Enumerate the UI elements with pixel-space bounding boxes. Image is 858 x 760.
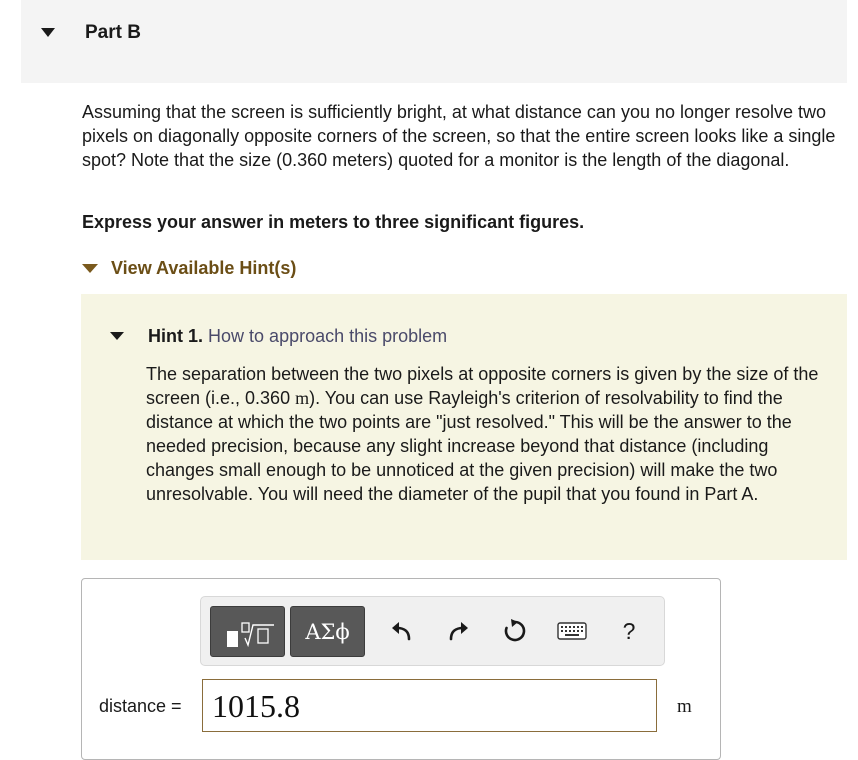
answer-label: distance =	[99, 696, 182, 716]
hint-collapse-toggle-icon[interactable]	[110, 332, 124, 340]
sqrt-template-icon	[241, 621, 275, 647]
help-button[interactable]: ?	[622, 617, 636, 644]
answer-instruction: Express your answer in meters to three significant figures.	[82, 212, 585, 232]
chevron-down-icon	[82, 264, 98, 273]
hint-number: Hint 1.	[148, 326, 204, 346]
symbols-button[interactable]: ΑΣϕ	[290, 606, 365, 657]
answer-panel	[81, 578, 721, 760]
hint-body-text-1: The separation between the two pixels at opposite corners is given by the size of the screen (i.e., 0.360	[146, 364, 819, 408]
hint-body	[146, 362, 826, 506]
hint-title[interactable]	[148, 324, 447, 348]
answer-unit: m	[677, 696, 692, 717]
templates-button[interactable]	[210, 606, 285, 657]
reset-icon[interactable]	[501, 617, 529, 645]
part-title: Part B	[85, 22, 141, 43]
hint-body-text-2: ). You can use Rayleigh's criterion of resolvability to find the distance at which the two points are "just resolved." This will be the answer to the needed precision, because any slight increase beyond that distance (including changes small enough to be unnoticed at the given precision) will make the two unresolvable. You will need the diameter of the pupil that you found in Part A.	[146, 388, 792, 504]
view-hints-label: View Available Hint(s)	[111, 257, 297, 278]
keyboard-icon[interactable]	[556, 617, 588, 645]
hint-panel	[81, 294, 847, 560]
view-hints-toggle[interactable]	[82, 256, 296, 280]
part-collapse-toggle-icon[interactable]	[41, 28, 55, 37]
hint-body-unit: m	[295, 388, 310, 408]
question-text: Assuming that the screen is sufficiently bright, at what distance can you no longer resolve two pixels on diagonally opposite corners of the screen, so that the entire screen looks like a single spot? Note that the size (0.360 meters) quoted for a monitor is the length of the diagonal.	[82, 102, 836, 170]
part-header	[21, 0, 847, 83]
undo-icon[interactable]	[387, 617, 415, 645]
hint-name: How to approach this problem	[208, 326, 448, 346]
answer-input[interactable]: 1015.8	[202, 679, 657, 732]
math-toolbar	[200, 596, 665, 666]
redo-icon[interactable]	[445, 617, 473, 645]
templates-icon	[227, 631, 238, 647]
